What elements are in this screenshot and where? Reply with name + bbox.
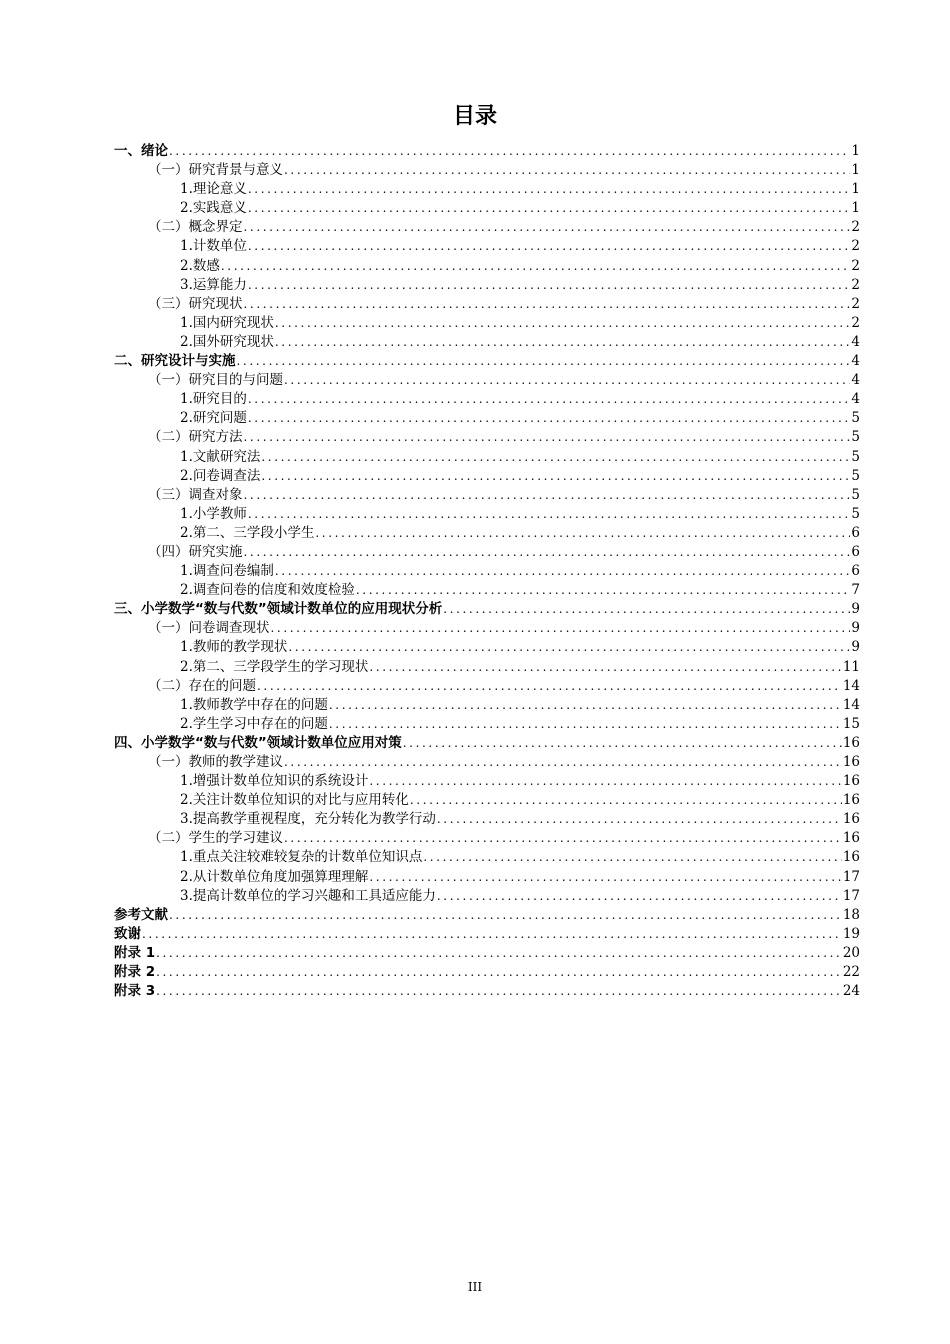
toc-entry-label: （二）概念界定 <box>148 219 243 236</box>
toc-entry[interactable] <box>114 887 860 906</box>
toc-entry-label: 2.数感 <box>180 257 220 274</box>
toc-entry-page: 16 <box>842 830 860 847</box>
toc-entry[interactable] <box>114 390 860 409</box>
toc-entry-page: 2 <box>851 238 860 255</box>
toc-dot-leader <box>410 791 842 810</box>
toc-dot-leader <box>169 142 850 161</box>
toc-entry-label: 2.实践意义 <box>180 200 247 217</box>
toc-entry-page: 2 <box>851 295 860 312</box>
toc-entry-page: 20 <box>842 944 860 961</box>
toc-entry-page: 4 <box>851 333 860 350</box>
toc-dot-leader <box>284 753 842 772</box>
toc-entry-page: 1 <box>851 162 860 179</box>
toc-dot-leader <box>244 543 851 562</box>
toc-entry[interactable] <box>114 848 860 867</box>
toc-dot-leader <box>248 276 851 295</box>
toc-entry[interactable] <box>114 543 860 562</box>
toc-entry-page: 6 <box>851 543 860 560</box>
toc-entry-label: 2.第二、三学段小学生 <box>180 524 315 541</box>
toc-entry-label: 2.研究问题 <box>180 410 247 427</box>
toc-entry-label: 2.从计数单位角度加强算理理解 <box>180 868 369 885</box>
toc-entry-page: 4 <box>851 372 860 389</box>
toc-entry-page: 17 <box>842 868 860 885</box>
toc-entry[interactable] <box>114 925 860 944</box>
toc-entry-label: 2.关注计数单位知识的对比与应用转化 <box>180 792 409 809</box>
toc-entry-page: 16 <box>842 754 860 770</box>
toc-entry[interactable] <box>114 428 860 447</box>
toc-entry[interactable] <box>114 371 860 390</box>
toc-dot-leader <box>257 677 842 696</box>
toc-entry[interactable] <box>114 944 860 963</box>
toc-entry[interactable] <box>114 810 860 829</box>
toc-entry[interactable] <box>114 180 860 199</box>
toc-entry-page: 1 <box>851 181 860 198</box>
toc-entry[interactable] <box>114 524 860 543</box>
toc-entry[interactable] <box>114 638 860 657</box>
toc-entry-page: 9 <box>851 601 860 618</box>
toc-dot-leader <box>248 180 851 199</box>
toc-entry[interactable] <box>114 581 860 600</box>
toc-entry[interactable] <box>114 333 860 352</box>
toc-entry[interactable] <box>114 734 860 753</box>
toc-entry-label: （二）研究方法 <box>148 429 243 446</box>
toc-entry-page: 1 <box>851 200 860 217</box>
toc-entry-page: 9 <box>851 620 860 637</box>
toc-entry-label: 1.重点关注较难较复杂的计数单位知识点 <box>180 849 423 866</box>
toc-entry-label: 1.调查问卷编制 <box>180 563 274 580</box>
toc-entry-label: （三）调查对象 <box>148 486 243 503</box>
toc-entry-label: 致谢 <box>114 925 141 942</box>
toc-entry-page: 5 <box>851 505 860 522</box>
toc-entry-label: 1.教师的教学现状 <box>180 639 288 656</box>
toc-entry-label: 附录 2 <box>114 964 156 981</box>
toc-entry-label: 2.调查问卷的信度和效度检验 <box>180 582 355 599</box>
toc-entry-page: 2 <box>851 257 860 274</box>
toc-entry-label: 附录 3 <box>114 983 156 1000</box>
toc-entry-page: 6 <box>851 524 860 541</box>
toc-entry[interactable] <box>114 658 860 677</box>
toc-entry[interactable] <box>114 772 860 791</box>
toc-entry[interactable] <box>114 906 860 925</box>
toc-dot-leader <box>275 314 851 333</box>
toc-dot-leader <box>356 581 851 600</box>
toc-entry-label: 1.文献研究法 <box>180 448 261 465</box>
toc-entry-page: 5 <box>851 486 860 503</box>
toc-entry-label: 附录 1 <box>114 944 156 961</box>
toc-dot-leader <box>156 944 842 963</box>
toc-dot-leader <box>221 257 851 276</box>
toc-dot-leader <box>142 925 842 944</box>
toc-entry-label: （四）研究实施 <box>148 543 243 560</box>
toc-entry-label: （二）学生的学习建议 <box>148 830 283 847</box>
toc-entry[interactable] <box>114 448 860 467</box>
toc-entry-label: 参考文献 <box>114 906 168 923</box>
toc-entry-label: 1.研究目的 <box>180 391 247 408</box>
toc-entry-page: 2 <box>851 314 860 331</box>
toc-entry[interactable] <box>114 600 860 619</box>
toc-dot-leader <box>329 715 842 734</box>
toc-entry-label: 3.提高教学重视程度，充分转化为教学行动 <box>180 811 436 828</box>
toc-dot-leader <box>248 390 851 409</box>
toc-entry-page: 5 <box>851 467 860 484</box>
toc-entry-label: 2.第二、三学段学生的学习现状 <box>180 658 369 675</box>
toc-dot-leader <box>248 409 851 428</box>
toc-entry-label: 2.学生学习中存在的问题 <box>180 715 328 732</box>
toc-entry[interactable] <box>114 486 860 505</box>
toc-entry-label: 1.教师教学中存在的问题 <box>180 696 328 713</box>
toc-dot-leader <box>329 696 842 715</box>
toc-entry-page: 5 <box>851 429 860 446</box>
toc-entry[interactable] <box>114 619 860 638</box>
toc-entry-page: 9 <box>851 639 860 656</box>
toc-entry[interactable] <box>114 142 860 161</box>
toc-entry-label: （一）研究背景与意义 <box>148 162 283 179</box>
toc-entry-page: 1 <box>851 143 860 159</box>
toc-entry-page: 15 <box>842 715 860 732</box>
toc-entry[interactable] <box>114 314 860 333</box>
toc-entry-label: 三、小学数学“数与代数”领域计数单位的应用现状分析 <box>114 601 443 618</box>
toc-entry-label: 四、小学数学“数与代数”领域计数单位应用对策 <box>114 734 402 751</box>
toc-dot-leader <box>437 887 842 906</box>
toc-dot-leader <box>275 333 851 352</box>
toc-entry-page: 24 <box>842 983 860 1000</box>
toc-entry[interactable] <box>114 276 860 295</box>
toc-dot-leader <box>443 600 850 619</box>
toc-dot-leader <box>248 505 851 524</box>
toc-dot-leader <box>284 161 850 180</box>
toc-entry-label: 2.国外研究现状 <box>180 333 274 350</box>
page-title: 目录 <box>452 104 497 129</box>
toc-entry[interactable] <box>114 237 860 256</box>
toc-entry-page: 14 <box>842 696 860 713</box>
toc-entry-label: （一）教师的教学建议 <box>148 754 283 770</box>
toc-entry-page: 16 <box>842 773 860 790</box>
toc-entry-page: 17 <box>842 887 860 904</box>
toc-entry-page: 5 <box>851 410 860 427</box>
toc-entry[interactable] <box>114 696 860 715</box>
toc-dot-leader <box>275 562 851 581</box>
toc-entry[interactable] <box>114 982 860 1001</box>
toc-entry-label: 二、研究设计与实施 <box>114 353 236 370</box>
toc-dot-leader <box>403 734 842 753</box>
toc-entry-page: 16 <box>842 792 860 809</box>
toc-entry[interactable] <box>114 868 860 887</box>
toc-dot-leader <box>261 467 850 486</box>
toc-entry-label: 1.计数单位 <box>180 238 247 255</box>
toc-entry-label: 3.提高计数单位的学习兴趣和工具适应能力 <box>180 887 436 904</box>
toc-entry[interactable] <box>114 218 860 237</box>
toc-entry[interactable] <box>114 161 860 180</box>
toc-dot-leader <box>156 982 842 1001</box>
toc-dot-leader <box>423 848 841 867</box>
toc-dot-leader <box>284 829 842 848</box>
toc-dot-leader <box>244 486 851 505</box>
toc-entry[interactable] <box>114 257 860 276</box>
toc-entry-label: 一、绪论 <box>114 143 168 159</box>
toc-dot-leader <box>315 524 850 543</box>
toc-dot-leader <box>369 772 841 791</box>
toc-entry-page: 7 <box>851 582 860 599</box>
toc-entry-page: 5 <box>851 448 860 465</box>
toc-dot-leader <box>271 619 851 638</box>
toc-entry-page: 14 <box>842 677 860 694</box>
toc-entry[interactable] <box>114 715 860 734</box>
toc-entry[interactable] <box>114 753 860 772</box>
toc-entry-label: 2.问卷调查法 <box>180 467 261 484</box>
toc-entry-page: 2 <box>851 276 860 293</box>
toc-dot-leader <box>261 448 850 467</box>
toc-dot-leader <box>284 371 850 390</box>
toc-entry-page: 16 <box>842 849 860 866</box>
toc-entry[interactable] <box>114 791 860 810</box>
toc-entry-page: 18 <box>842 906 860 923</box>
toc-entry[interactable] <box>114 199 860 218</box>
toc-entry-label: （一）问卷调查现状 <box>148 620 270 637</box>
toc-entry-page: 22 <box>842 964 860 981</box>
toc-entry[interactable] <box>114 409 860 428</box>
toc-entry-page: 4 <box>851 353 860 370</box>
toc-dot-leader <box>244 218 851 237</box>
toc-dot-leader <box>244 295 851 314</box>
toc-entry-page: 2 <box>851 219 860 236</box>
toc-dot-leader <box>437 810 842 829</box>
toc-entry-label: 1.增强计数单位知识的系统设计 <box>180 773 369 790</box>
toc-entry-page: 19 <box>842 925 860 942</box>
toc-dot-leader <box>248 237 851 256</box>
toc-entry-label: （三）研究现状 <box>148 295 243 312</box>
toc-entry-label: （一）研究目的与问题 <box>148 372 283 389</box>
toc-entry[interactable] <box>114 467 860 486</box>
toc-dot-leader <box>169 906 842 925</box>
toc-entry[interactable] <box>114 829 860 848</box>
toc-entry-page: 16 <box>842 734 860 751</box>
toc-dot-leader <box>237 352 851 371</box>
toc-dot-leader <box>156 963 842 982</box>
toc-entry[interactable] <box>114 963 860 982</box>
toc-entry-page: 16 <box>842 811 860 828</box>
toc-entry-label: 1.国内研究现状 <box>180 314 274 331</box>
toc-entry[interactable] <box>114 562 860 581</box>
toc-entry[interactable] <box>114 352 860 371</box>
table-of-contents <box>114 142 860 1001</box>
toc-dot-leader <box>244 428 851 447</box>
toc-entry-label: 1.理论意义 <box>180 181 247 198</box>
toc-dot-leader <box>288 638 850 657</box>
toc-entry-label: 1.小学教师 <box>180 505 247 522</box>
toc-entry-page: 6 <box>851 563 860 580</box>
toc-dot-leader <box>248 199 851 218</box>
toc-dot-leader <box>369 658 841 677</box>
page-number: III <box>467 1280 483 1294</box>
toc-dot-leader <box>369 868 841 887</box>
toc-entry-label: 3.运算能力 <box>180 276 247 293</box>
toc-entry-page: 4 <box>851 391 860 408</box>
toc-entry[interactable] <box>114 677 860 696</box>
toc-entry[interactable] <box>114 505 860 524</box>
toc-entry-page: 11 <box>842 658 860 675</box>
toc-entry-label: （二）存在的问题 <box>148 677 256 694</box>
toc-entry[interactable] <box>114 295 860 314</box>
